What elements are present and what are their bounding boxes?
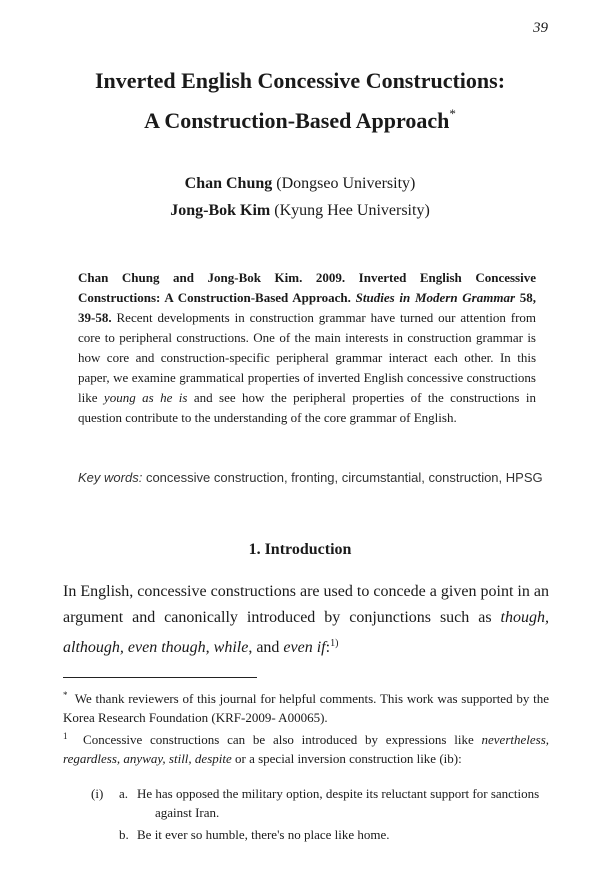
keywords — [78, 470, 548, 485]
footnote-1-text: Concessive constructions can be also introduced by expressions like — [83, 732, 474, 747]
abstract-example: young as he is — [103, 390, 188, 405]
author-2-name: Jong-Bok Kim — [170, 202, 271, 219]
body-colon: : — [325, 639, 331, 656]
conj-even-if: even if — [283, 639, 326, 656]
footnote-star — [63, 686, 549, 727]
footnote-star-mark: * — [63, 690, 68, 700]
example-a-text: He has opposed the military option, despite its reluctant support for sanctions — [137, 786, 540, 801]
keywords-label: Key words: — [78, 470, 143, 485]
abstract — [78, 268, 536, 428]
body-text: In English, concessive constructions are used to concede a given point in an argument and canonically introduced by conjunctions such as — [63, 583, 549, 626]
footnote-1-text-end: or a special inversion construction like (ib): — [235, 751, 462, 766]
footnote-ref: 1) — [330, 638, 339, 649]
footnote-rule — [63, 677, 257, 678]
author-1-affiliation: (Dongseo University) — [276, 175, 416, 192]
paper-title-text: A Construction-Based Approach — [144, 108, 450, 133]
example-a — [63, 784, 549, 803]
abstract-citation: Chan Chung and Jong-Bok Kim. 2009. Inverted English Concessive Constructions: A Construction-Based Approach. — [78, 270, 536, 305]
paper-title-line-2 — [0, 106, 600, 134]
paper-title-line-1: Inverted English Concessive Constructions: — [94, 68, 506, 93]
author-2-affiliation: (Kyung Hee University) — [274, 202, 430, 219]
example-a-label: a. — [119, 786, 129, 801]
example-b-text: Be it ever so humble, there's no place like home. — [137, 827, 390, 842]
body-text-mid: , and — [248, 639, 280, 656]
example-b — [63, 825, 549, 844]
author-1-name: Chan Chung — [184, 175, 273, 192]
abstract-text-end: and see how the peripheral properties of the constructions in question contribute to the understanding of the core grammar of English. — [78, 390, 537, 425]
title-footnote-mark: * — [449, 106, 456, 121]
abstract-volume: 58, 39-58. — [78, 290, 537, 325]
conj-although: although, — [63, 639, 124, 656]
example-list — [63, 784, 549, 844]
example-b-label: b. — [119, 827, 129, 842]
keywords-list: concessive construction, fronting, circumstantial, construction, HPSG — [145, 470, 543, 485]
footnote-1 — [63, 727, 549, 768]
conj-while: while — [213, 639, 249, 656]
author-2 — [0, 202, 600, 220]
author-1 — [0, 175, 600, 193]
footnotes — [63, 686, 549, 768]
abstract-text: Recent developments in construction grammar have turned our attention from core to peripheral constructions. One of the main interests in construction grammar is how core and construction-specific peripheral grammar interact each other. In this paper, we examine grammatical properties of inverted English concessive constructions like — [78, 310, 537, 405]
page-number: 39 — [533, 20, 548, 36]
footnote-star-text: We thank reviewers of this journal for helpful comments. This work was supported by the Korea Research Foundation (KRF-2009- A00065). — [63, 691, 549, 725]
conj-though: though, — [500, 609, 549, 626]
abstract-journal: Studies in Modern Grammar — [355, 290, 516, 305]
body-paragraph — [63, 579, 549, 661]
footnote-1-terms: nevertheless, regardless, anyway, still, despite — [63, 732, 550, 766]
example-number: (i) — [91, 786, 104, 801]
footnote-1-mark: 1 — [63, 731, 68, 741]
conj-even-though: even though, — [127, 639, 210, 656]
section-heading: 1. Introduction — [248, 541, 352, 558]
example-a-continuation: against Iran. — [155, 805, 220, 820]
